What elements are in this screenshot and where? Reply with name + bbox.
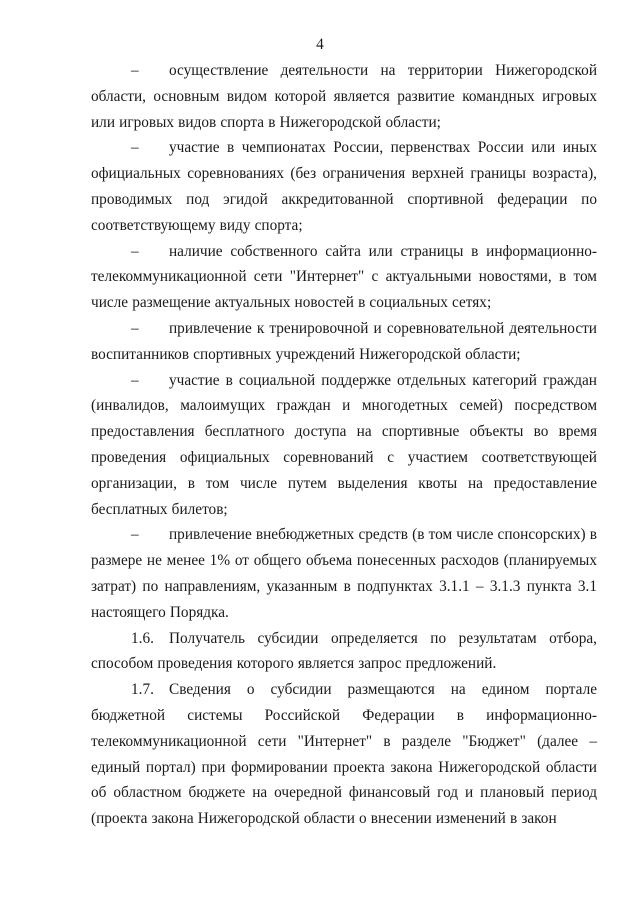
list-item-social-support — [91, 368, 597, 523]
bullet-dash: – — [131, 526, 139, 544]
paragraph-text: осуществление деятельности на территории Нижегородской области, основным видом которой является развитие командных игровых или игровых видов спорта в Нижегородской области; — [91, 62, 597, 131]
list-item-training-involvement — [91, 316, 597, 368]
bullet-dash: – — [131, 139, 139, 157]
list-item-extrabudgetary-funds — [91, 522, 597, 625]
paragraph-text: привлечение к тренировочной и соревновательной деятельности воспитанников спортивных учреждений Нижегородской области; — [91, 319, 597, 363]
list-item-championships — [91, 135, 597, 238]
clause-number: 1.6. — [131, 629, 154, 647]
bullet-dash: – — [131, 319, 139, 337]
clause-1-7 — [91, 677, 597, 832]
paragraph-text: участие в чемпионатах России, первенствах России или иных официальных соревнованиях (без ограничения верхней границы возраста), проводимых под эгидой аккредитованной спортивной федерации по соответствующему виду спорта; — [91, 139, 597, 234]
list-item-website — [91, 239, 597, 316]
page-number: 4 — [316, 36, 324, 53]
paragraph-text: участие в социальной поддержке отдельных категорий граждан (инвалидов, малоимущих граждан и многодетных семей) посредством предоставления бесплатного доступа на спортивные объекты во время проведения официальных соревнований с участием соответствующей организации, в том числе путем выделения квоты на предоставление бесплатных билетов; — [91, 371, 597, 518]
paragraph-text: привлечение внебюджетных средств (в том числе спонсорских) в размере не менее 1% от общего объема понесенных расходов (планируемых затрат) по направлениям, указанным в подпунктах 3.1.1 – 3.1.3 пункта 3.1 настоящего Порядка. — [91, 526, 597, 621]
paragraph-text: Сведения о субсидии размещаются на едином портале бюджетной системы Российской Федерации в информационно-телекоммуникационной сети "Интернет" в разделе "Бюджет" (далее – единый портал) при формировании проекта закона Нижегородской области об областном бюджете на очередной финансовый год и плановый период (проекта закона Нижегородской области о внесении изменений в закон — [91, 681, 597, 828]
document-body — [91, 58, 597, 832]
paragraph-text: Получатель субсидии определяется по результатам отбора, способом проведения которого является запрос предложений. — [91, 629, 597, 673]
bullet-dash: – — [131, 62, 139, 79]
list-item-activity-territory — [91, 58, 597, 135]
clause-1-6 — [91, 626, 597, 678]
paragraph-text: наличие собственного сайта или страницы в информационно-телекоммуникационной сети "Интернет" с актуальными новостями, в том числе размещение актуальных новостей в социальных сетях; — [91, 242, 597, 312]
bullet-dash: – — [131, 371, 139, 389]
clause-number: 1.7. — [131, 681, 154, 699]
bullet-dash: – — [131, 242, 139, 260]
